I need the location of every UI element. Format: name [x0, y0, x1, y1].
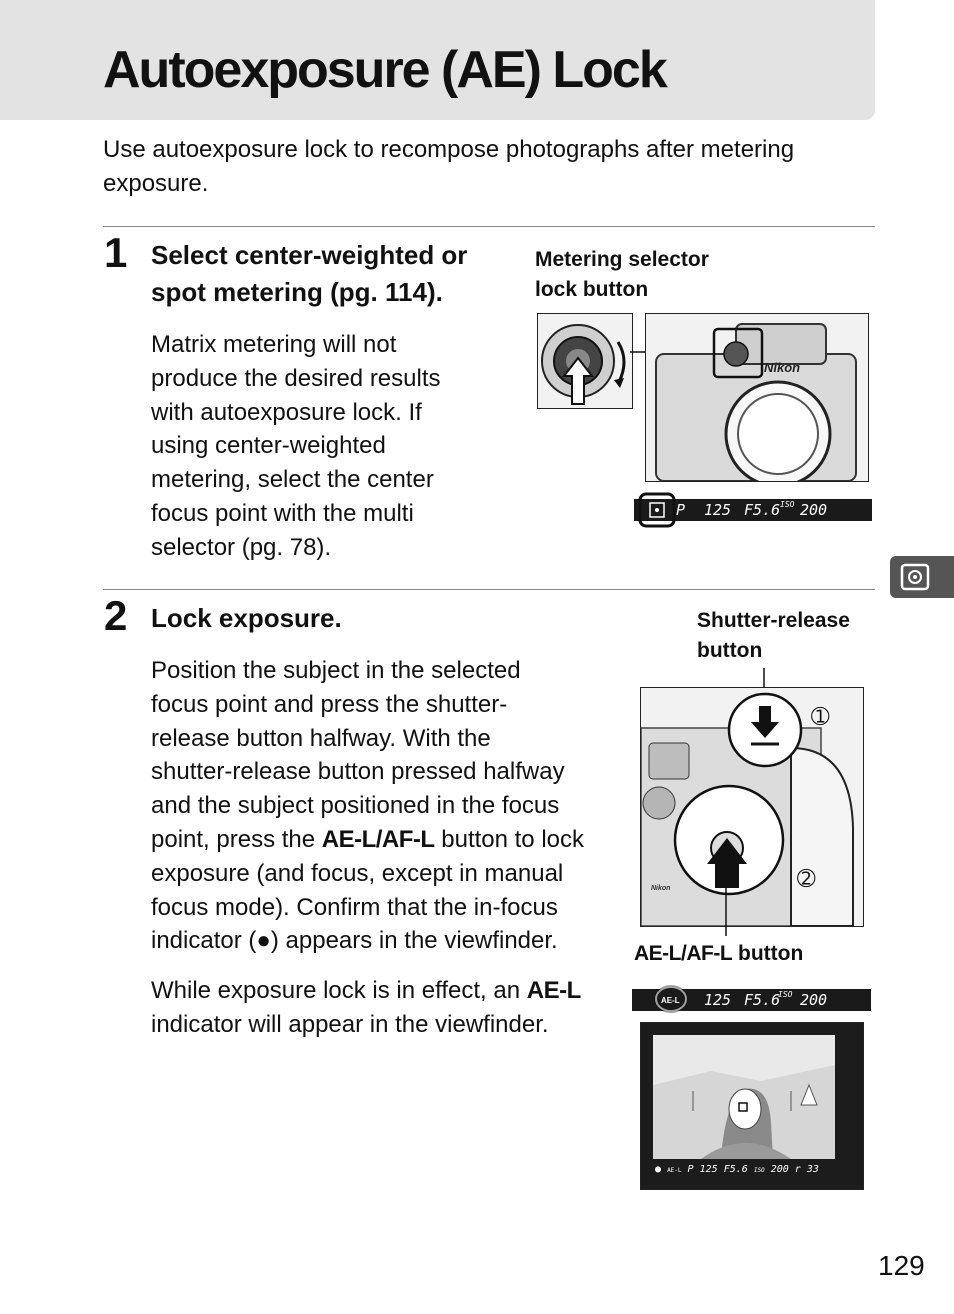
ael-afl-callout	[634, 939, 803, 969]
chapter-tab	[890, 556, 954, 598]
iso-value: 200	[770, 1164, 789, 1175]
step-body	[151, 974, 581, 1042]
body-line: shutter-release button pressed halfway	[151, 758, 565, 786]
body-line	[151, 977, 581, 1004]
metering-mode-icon	[890, 556, 954, 598]
body-line: and the subject positioned in the focus	[151, 792, 560, 820]
in-focus-indicator: ●	[655, 1164, 662, 1175]
metering-dial-icon	[538, 314, 632, 408]
body-line: focus point and press the shutter-	[151, 690, 508, 718]
svg-text:Nikon: Nikon	[651, 885, 671, 892]
ael-highlight-icon	[654, 985, 688, 1013]
body-line	[151, 927, 558, 954]
callout-pointer	[612, 306, 616, 310]
metering-highlight-icon	[638, 492, 678, 528]
svg-text:Nikon: Nikon	[764, 360, 801, 375]
shutter-speed: 125	[699, 1164, 718, 1175]
body-line: Position the subject in the selected	[151, 657, 521, 684]
ael-indicator-label: AE-L	[526, 977, 581, 1004]
body-line: selector (pg. 78).	[151, 533, 332, 561]
ael-afl-button-label: AE-L/AF-L	[321, 825, 435, 853]
callout-line: button	[697, 639, 763, 662]
body-line: using center-weighted	[151, 432, 386, 460]
shutter-speed: 125	[704, 501, 732, 519]
text-run: button to lock	[434, 825, 585, 853]
exposure-mode: P	[687, 1164, 694, 1175]
callout-leader-line	[762, 668, 766, 688]
body-line: Matrix metering will not	[151, 331, 397, 358]
body-line: produce the desired results	[151, 364, 441, 392]
step-number: 1	[104, 229, 128, 276]
callout-button-name: AE-L/AF-L	[634, 942, 733, 965]
camera-hand-icon	[641, 688, 863, 926]
callout-leader-line	[724, 886, 728, 936]
intro-paragraph: Use autoexposure lock to recompose photographs after metering exposure.	[103, 136, 795, 197]
step-body	[151, 654, 584, 958]
viewfinder-status-line	[655, 1164, 819, 1175]
in-focus-indicator-icon: ●	[256, 927, 271, 955]
iso-label: ISO	[778, 990, 793, 999]
shutter-release-callout	[697, 606, 850, 666]
camera-back-illustration	[640, 687, 864, 927]
page-number: 129	[878, 1250, 925, 1281]
step-body	[151, 328, 441, 565]
ael-indicator: AE-L	[667, 1167, 682, 1174]
iso-label: ISO	[753, 1167, 765, 1174]
aperture: F5.6	[723, 1164, 748, 1175]
camera-front-illustration	[645, 313, 869, 482]
shutter-speed: 125	[704, 991, 732, 1009]
body-line: metering, select the center	[151, 466, 434, 494]
text-run: ) appears in the viewfinder.	[270, 927, 558, 955]
body-line: focus mode). Confirm that the in-focus	[151, 893, 558, 921]
step-number: 2	[104, 592, 128, 639]
text-run: indicator (	[151, 927, 257, 955]
svg-text:AE-L: AE-L	[661, 996, 680, 1005]
page-title: Autoexposure (AE) Lock	[103, 41, 666, 99]
aperture: F5.6	[744, 501, 781, 519]
exposure-mode: P	[676, 501, 686, 519]
callout-line: Metering selector	[535, 248, 709, 271]
metering-dial-illustration	[537, 313, 633, 409]
section-divider	[103, 226, 875, 227]
callout-line: button	[732, 942, 804, 965]
step-heading-line: Select center-weighted or	[151, 240, 468, 270]
section-divider	[103, 589, 875, 590]
step-heading-line: spot metering (pg. 114).	[151, 277, 443, 307]
iso-label: ISO	[780, 500, 795, 509]
body-line	[151, 826, 584, 853]
iso-value: 200	[800, 991, 828, 1009]
body-line: release button halfway. With the	[151, 724, 491, 752]
frame-count: r 33	[794, 1164, 819, 1175]
callout-line: lock button	[535, 278, 649, 301]
body-line: indicator will appear in the viewfinder.	[151, 1010, 549, 1038]
text-run: point, press the	[151, 825, 322, 853]
text-run: While exposure lock is in effect, an	[151, 977, 527, 1004]
step-marker-1: ➀	[811, 704, 830, 729]
viewfinder-illustration	[640, 1022, 864, 1190]
body-line: focus point with the multi	[151, 499, 414, 527]
callout-line: Shutter-release	[697, 609, 850, 632]
metering-lock-callout	[535, 245, 709, 305]
body-line: with autoexposure lock. If	[151, 398, 422, 426]
body-line: exposure (and focus, except in manual	[151, 859, 564, 887]
aperture: F5.6	[744, 991, 781, 1009]
camera-body-icon	[646, 314, 868, 481]
step-heading	[151, 237, 467, 311]
step-heading: Lock exposure.	[151, 603, 342, 633]
iso-value: 200	[800, 501, 828, 519]
step-marker-2: ➁	[797, 866, 816, 891]
